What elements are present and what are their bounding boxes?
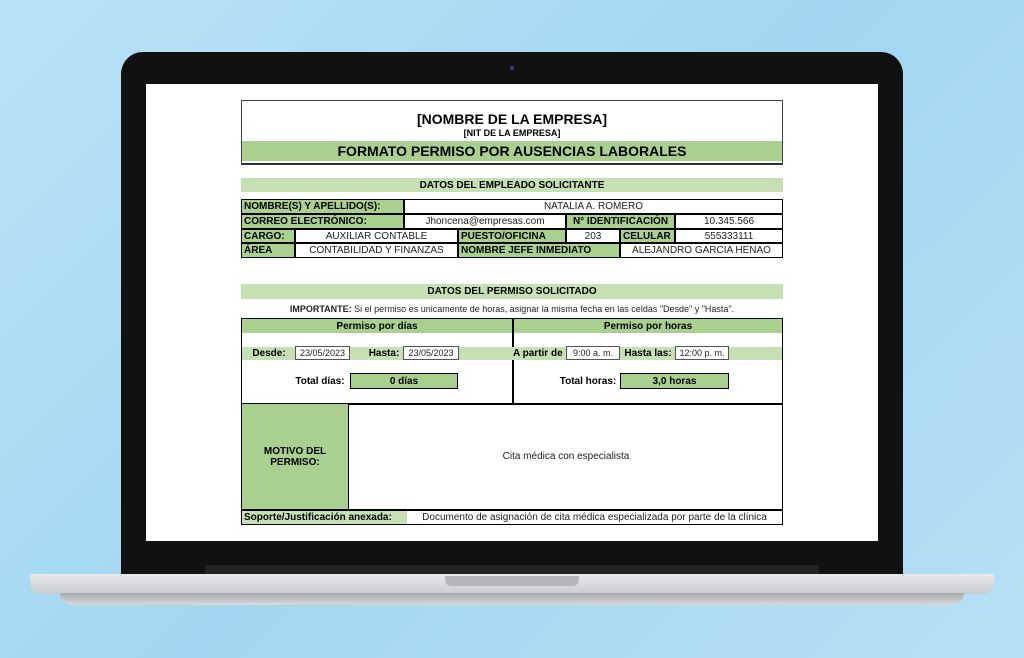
cargo-value[interactable]: AUXILIAR CONTABLE (295, 229, 458, 243)
hasta-label: Hasta: (368, 348, 400, 359)
hastalas-label: Hasta las: (624, 348, 672, 359)
jefe-value[interactable]: ALEJANDRO GARCIA HENAO (620, 243, 783, 258)
id-value[interactable]: 10.345.566 (675, 214, 783, 229)
name-label: NOMBRE(S) Y APELLIDO(S): (241, 199, 404, 214)
cargo-label: CARGO: (241, 229, 295, 243)
important-label: IMPORTANTE: (289, 303, 352, 314)
employee-section-title: DATOS DEL EMPLEADO SOLICITANTE (241, 178, 783, 192)
area-value[interactable]: CONTABILIDAD Y FINANZAS (295, 243, 458, 258)
permit-section-title: DATOS DEL PERMISO SOLICITADO (241, 284, 783, 299)
name-value[interactable]: NATALIA A. ROMERO (404, 199, 783, 214)
hastalas-input[interactable]: 12:00 p. m. (675, 346, 729, 360)
company-name: [NOMBRE DE LA EMPRESA] (416, 110, 608, 127)
apartir-input[interactable]: 9:00 a. m. (566, 346, 620, 360)
total-horas-label: Total horas: (559, 375, 617, 387)
motivo-label: MOTIVO DEL PERMISO: (242, 404, 349, 509)
days-header: Permiso por días (242, 319, 512, 333)
total-dias-value: 0 días (350, 373, 458, 389)
area-label: ÁREA (241, 243, 295, 258)
desde-input[interactable]: 23/05/2023 (295, 346, 350, 360)
apartir-label: A partir de (513, 348, 563, 359)
id-label: N° IDENTIFICACIÓN (566, 214, 675, 229)
email-label: CORREO ELECTRÓNICO: (241, 214, 404, 229)
important-note (241, 302, 783, 315)
puesto-label: PUESTO/OFICINA (458, 229, 566, 243)
soporte-label: Soporte/Justificación anexada: (242, 511, 407, 524)
soporte-value[interactable]: Documento de asignación de cita médica especializada por parte de la clínica (422, 512, 767, 523)
laptop-notch (445, 576, 579, 586)
jefe-label: NOMBRE JEFE INMEDIATO (458, 243, 620, 258)
puesto-value[interactable]: 203 (566, 229, 620, 243)
form-title: FORMATO PERMISO POR AUSENCIAS LABORALES (242, 141, 782, 161)
motivo-value[interactable]: Cita médica con especialista (502, 451, 630, 462)
hasta-input[interactable]: 23/05/2023 (403, 346, 459, 360)
total-dias-label: Total días: (295, 375, 345, 387)
hours-header: Permiso por horas (514, 319, 782, 333)
laptop-base-bottom (60, 593, 964, 605)
email-value[interactable]: Jhoncena@empresas.com (404, 214, 566, 229)
important-text: Si el permiso es unicamente de horas, asignar la misma fecha en las celdas "Desde" y "Hasta". (351, 303, 735, 314)
celular-label: CELULAR (620, 229, 675, 243)
total-horas-value: 3,0 horas (620, 373, 729, 389)
desde-label: Desde: (252, 348, 286, 359)
celular-value[interactable]: 555333111 (675, 229, 783, 243)
company-nit: [NIT DE LA EMPRESA] (463, 128, 561, 138)
camera-icon (510, 66, 514, 70)
